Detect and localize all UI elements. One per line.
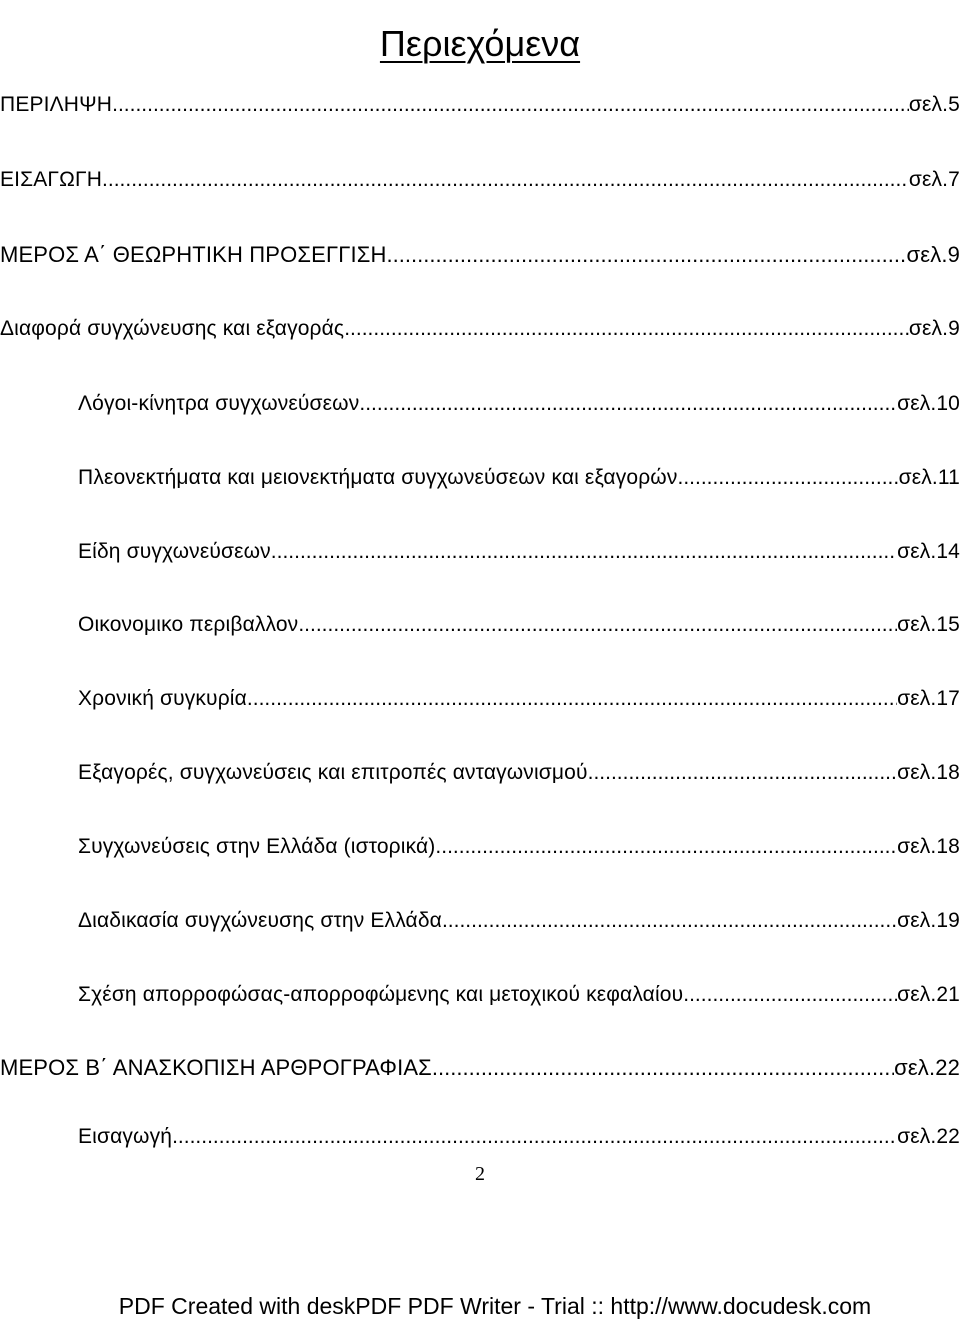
pdf-watermark-footer: PDF Created with deskPDF PDF Writer - Trial :: http://www.docudesk.com (118, 1293, 872, 1319)
toc-entry-greece-history (78, 834, 960, 860)
toc-entry-merger-motives (78, 391, 960, 417)
toc-page-ref: σελ.18 (897, 835, 960, 858)
toc-dot-leader (588, 760, 897, 786)
toc-entry-label: Χρονική συγκυρία (78, 687, 247, 710)
toc-entry-label: Διαδικασία συγχώνευσης στην Ελλάδα (78, 909, 442, 932)
toc-entry-label: Εισαγωγή (78, 1125, 173, 1148)
toc-page-ref: σελ.17 (897, 687, 960, 710)
toc-page-ref: σελ.10 (897, 392, 960, 415)
toc-entry-label: ΜΕΡΟΣ Α΄ ΘΕΩΡΗΤΙΚΗ ΠΡΟΣΕΓΓΙΣΗ (0, 242, 387, 267)
toc-entry-label: Είδη συγχωνεύσεων (78, 540, 271, 563)
toc-entry-abstract (0, 92, 960, 118)
toc-dot-leader (442, 908, 897, 934)
toc-dot-leader (359, 391, 897, 417)
toc-entry-share-capital (78, 982, 960, 1008)
toc-dot-leader (271, 539, 897, 565)
toc-page-ref: σελ.22 (897, 1125, 960, 1148)
toc-page-ref: σελ.19 (897, 909, 960, 932)
toc-entry-part-b (0, 1055, 960, 1081)
toc-entry-merger-types (78, 539, 960, 565)
toc-dot-leader (344, 316, 909, 342)
toc-entry-label: ΜΕΡΟΣ Β΄ ΑΝΑΣΚΟΠΙΣΗ ΑΡΘΡΟΓΡΑΦΙΑΣ (0, 1055, 432, 1080)
toc-dot-leader (435, 834, 897, 860)
toc-entry-label: Συγχωνεύσεις στην Ελλάδα (ιστορικά) (78, 835, 436, 858)
toc-dot-leader (112, 92, 909, 118)
toc-entry-label: ΠΕΡΙΛΗΨΗ (0, 93, 113, 116)
toc-page-ref: σελ.15 (897, 613, 960, 636)
toc-entry-greece-procedure (78, 908, 960, 934)
toc-dot-leader (102, 167, 909, 193)
toc-dot-leader (247, 686, 897, 712)
toc-entry-label: Πλεονεκτήματα και μειονεκτήματα συγχωνεύσεων και εξαγορών (78, 466, 678, 489)
toc-dot-leader (298, 612, 897, 638)
toc-dot-leader (172, 1124, 897, 1150)
toc-entry-part-b-introduction (78, 1124, 960, 1150)
toc-page-ref: σελ.11 (898, 466, 960, 489)
toc-page-ref: σελ.21 (897, 983, 960, 1006)
toc-dot-leader (678, 465, 899, 491)
toc-page-ref: σελ.14 (897, 540, 960, 563)
toc-dot-leader (432, 1055, 894, 1081)
toc-page-ref: σελ.9 (908, 317, 960, 340)
toc-page-ref: σελ.9 (906, 242, 960, 267)
toc-page-ref: σελ.5 (908, 93, 960, 116)
toc-entry-label: Διαφορά συγχώνευσης και εξαγοράς (0, 317, 345, 340)
toc-entry-label: ΕΙΣΑΓΩΓΗ (0, 168, 103, 191)
toc-entry-merger-vs-acquisition (0, 316, 960, 342)
toc-dot-leader (683, 982, 897, 1008)
toc-entry-pros-cons (78, 465, 960, 491)
toc-entry-competition-committees (78, 760, 960, 786)
toc-entry-label: Εξαγορές, συγχωνεύσεις και επιτροπές ανταγωνισμού (78, 761, 588, 784)
page-number: 2 (475, 1163, 485, 1185)
toc-page-ref: σελ.18 (897, 761, 960, 784)
toc-entry-label: Σχέση απορροφώσας-απορροφώμενης και μετοχικού κεφαλαίου (78, 983, 684, 1006)
page-title: Περιεχόμενα (379, 23, 581, 65)
toc-entry-introduction (0, 167, 960, 193)
toc-page-ref: σελ.7 (908, 168, 960, 191)
toc-dot-leader (387, 242, 907, 268)
toc-entry-timing (78, 686, 960, 712)
toc-entry-part-a (0, 242, 960, 268)
toc-page-ref: σελ.22 (894, 1055, 960, 1080)
toc-entry-label: Οικονομικο περιβαλλον (78, 613, 299, 636)
toc-entry-label: Λόγοι-κίνητρα συγχωνεύσεων (78, 392, 360, 415)
toc-entry-economic-environment (78, 612, 960, 638)
